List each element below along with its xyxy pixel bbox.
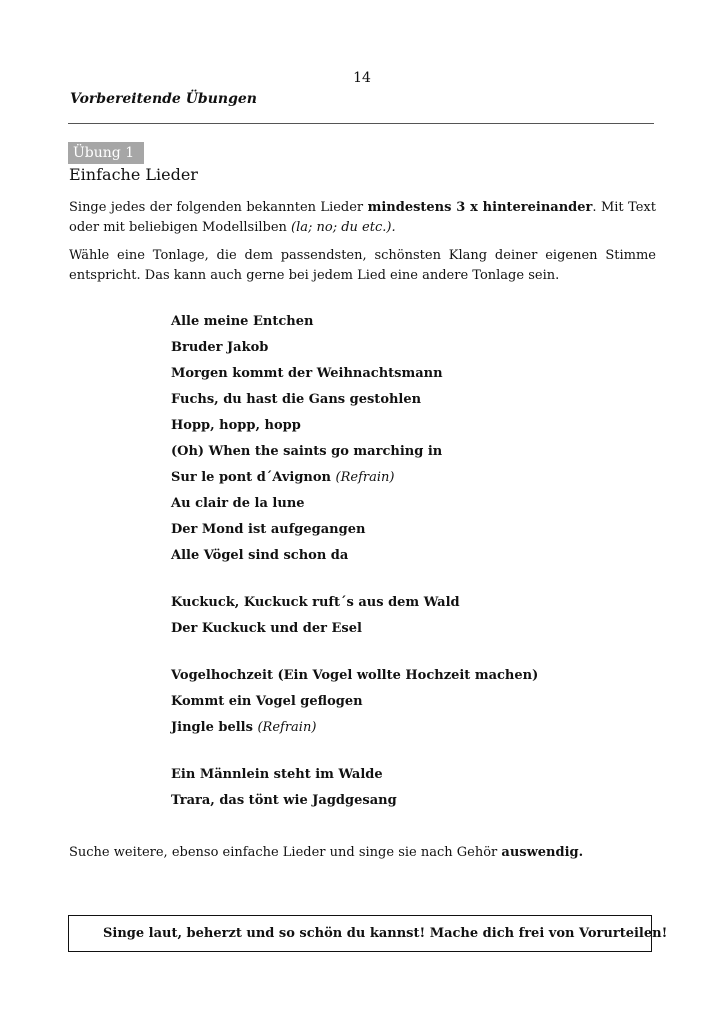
- song-note: (Refrain): [335, 470, 395, 485]
- song-title: Alle meine Entchen: [171, 314, 314, 329]
- song-title: Trara, das tönt wie Jagdgesang: [171, 793, 397, 808]
- song-list: [171, 312, 538, 817]
- song-item: [171, 338, 538, 364]
- song-item: [171, 494, 538, 520]
- section-title: Einfache Lieder: [69, 165, 198, 184]
- song-item: [171, 364, 538, 390]
- song-title: Der Kuckuck und der Esel: [171, 621, 362, 636]
- song-title: Ein Männlein steht im Walde: [171, 767, 383, 782]
- song-item: [171, 718, 538, 744]
- song-item: [171, 666, 538, 692]
- intro-syllables: (la; no; du etc.).: [291, 220, 396, 235]
- song-title: Fuchs, du hast die Gans gestohlen: [171, 392, 422, 407]
- intro-paragraph-2: Wähle eine Tonlage, die dem passendsten, schönsten Klang deiner eigenen Stimme entspricht. Das kann auch gerne bei jedem Lied eine andere Tonlage sein.: [69, 248, 656, 283]
- song-item: [171, 442, 538, 468]
- song-title: Der Mond ist aufgegangen: [171, 522, 366, 537]
- song-title: Kuckuck, Kuckuck ruft´s aus dem Wald: [171, 595, 460, 610]
- closing-paragraph: [69, 845, 583, 860]
- song-item: [171, 520, 538, 546]
- running-header: Vorbereitende Übungen: [70, 91, 257, 107]
- song-item: [171, 765, 538, 791]
- song-title: Alle Vögel sind schon da: [171, 548, 349, 563]
- song-item: [171, 619, 538, 645]
- song-item: [171, 468, 538, 494]
- song-item: [171, 593, 538, 619]
- song-item: [171, 546, 538, 572]
- intro-text: . Mit Text oder mit beliebigen Modellsilben: [69, 200, 656, 235]
- page-number: 14: [353, 70, 371, 86]
- song-title: Morgen kommt der Weihnachtsmann: [171, 366, 443, 381]
- song-item: [171, 312, 538, 338]
- intro-text: Singe jedes der folgenden bekannten Lieder: [69, 200, 368, 215]
- song-title: Hopp, hopp, hopp: [171, 418, 301, 433]
- callout-box: [68, 915, 668, 952]
- exercise-badge: Übung 1: [68, 142, 144, 164]
- song-title: (Oh) When the saints go marching in: [171, 444, 443, 459]
- intro-paragraph-1: [69, 198, 656, 238]
- song-title: Kommt ein Vogel geflogen: [171, 694, 363, 709]
- song-item: [171, 416, 538, 442]
- song-title: Sur le pont d´Avignon: [171, 470, 336, 485]
- song-title: Jingle bells: [171, 720, 258, 735]
- song-item: [171, 791, 538, 817]
- closing-emphasis: auswendig.: [501, 845, 584, 860]
- intro-emphasis: mindestens 3 x hintereinander: [367, 200, 593, 215]
- song-note: (Refrain): [257, 720, 317, 735]
- callout-text: Singe laut, beherzt und so schön du kannst! Mache dich frei von Vorurteilen!: [103, 926, 668, 941]
- song-title: Bruder Jakob: [171, 340, 269, 355]
- song-item: [171, 390, 538, 416]
- song-item: [171, 692, 538, 718]
- song-title: Au clair de la lune: [171, 496, 305, 511]
- header-divider: [68, 123, 654, 124]
- closing-text: Suche weitere, ebenso einfache Lieder und singe sie nach Gehör: [69, 845, 502, 860]
- song-title: Vogelhochzeit (Ein Vogel wollte Hochzeit machen): [171, 668, 539, 683]
